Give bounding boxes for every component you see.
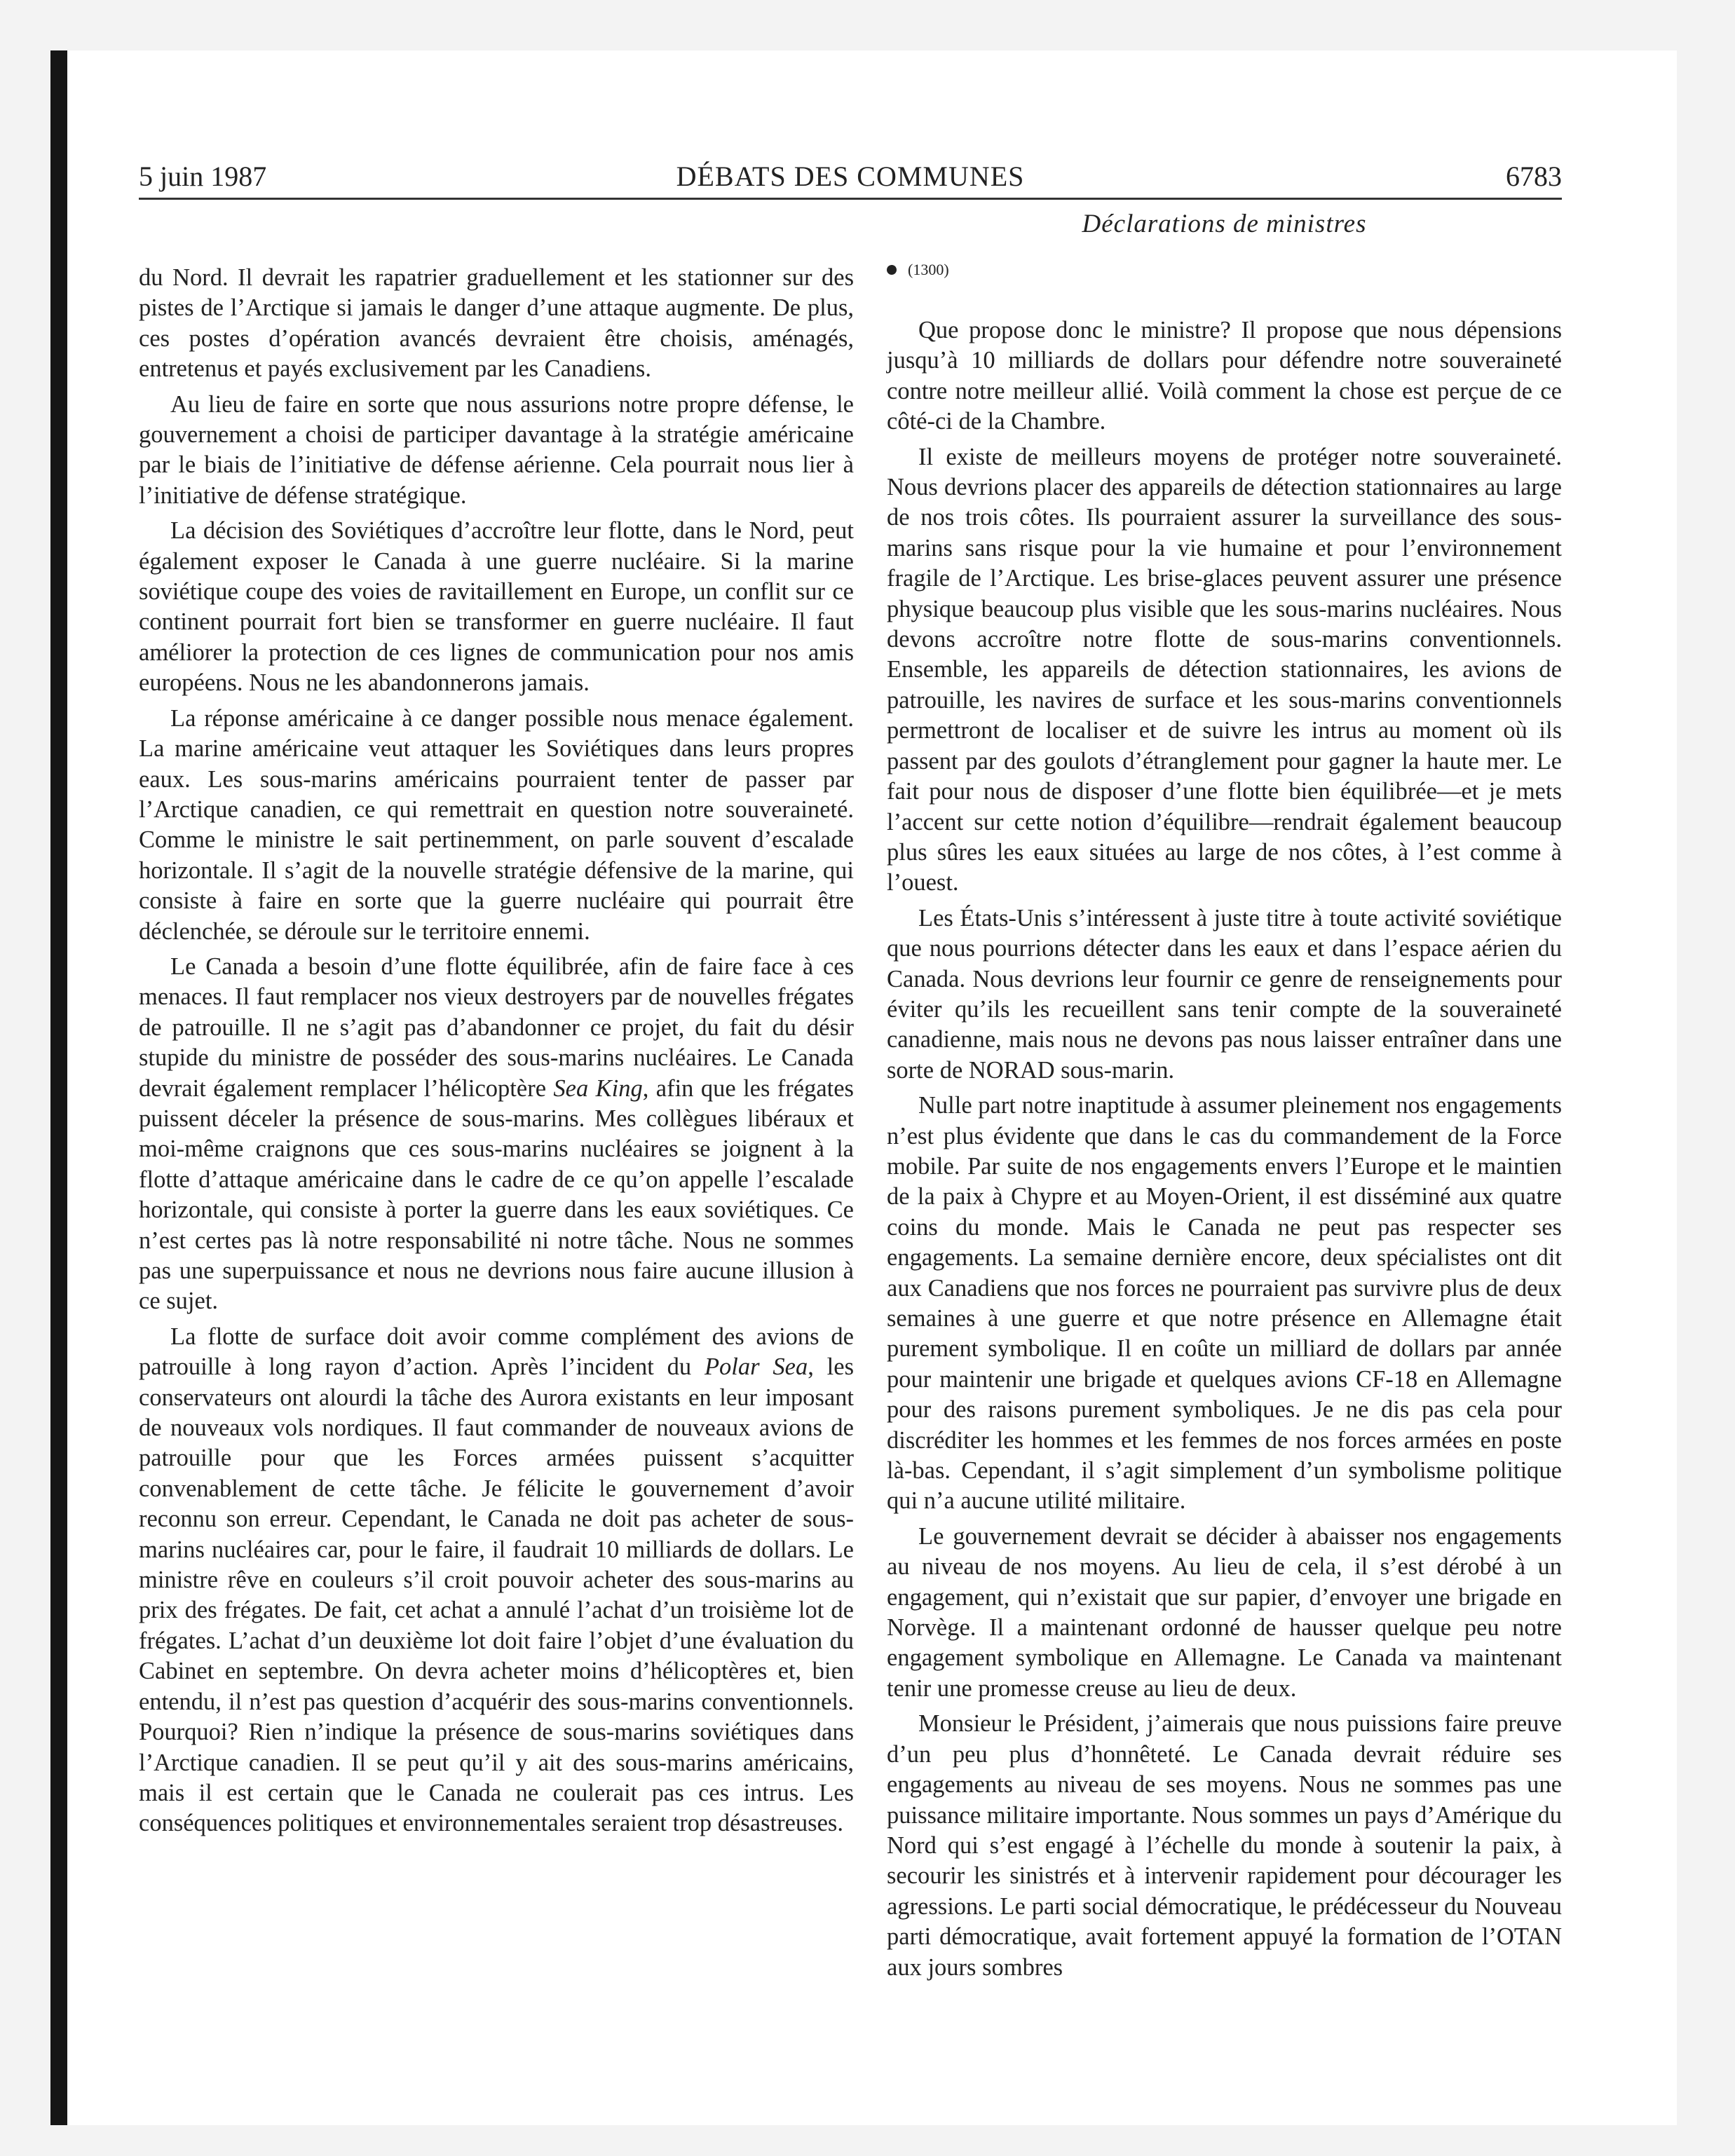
running-header <box>139 156 1562 200</box>
italic-ship-name: Sea King <box>553 1074 643 1102</box>
paragraph-text: La flotte de surface doit avoir comme complément des avions de patrouille à long rayon d’action. Après l’incident du <box>139 1323 854 1381</box>
paragraph: Monsieur le Président, j’aimerais que nous puissions faire preuve d’un peu plus d’honnêteté. Le Canada devrait réduire ses engagements au niveau de ses moyens. Nous ne sommes pas une puissance militaire importante. Nous sommes un pays d’Amérique du Nord qui s’est engagé à l’échelle du monde à soutenir la paix, à secourir les sinistrés et à intervenir rapidement pour décourager les agressions. Le parti social démocratique, le prédécesseur du Nouveau parti démocratique, avait fortement appuyé la formation de l’OTAN aux jours sombres <box>887 1710 1562 1981</box>
paragraph: Il existe de meilleurs moyens de protéger notre souveraineté. Nous devrions placer des appareils de détection stationnaires au large de nos trois côtes. Ils pourraient assurer la surveillance des sous-marins sans risque pour la vie humaine et pour l’environnement fragile de l’Arctique. Les brise-glaces peuvent assurer une présence physique beaucoup plus visible que les sous-marins nucléaires. Nous devons accroître notre flotte de sous-marins conventionnels. Ensemble, les appareils de détection stationnaires, les avions de patrouille, les navires de surface et les sous-marins conventionnels permettront de localiser et de suivre les intrus au moment où ils passent par des goulots d’étranglement pour gagner la haute mer. Le fait pour nous de disposer d’une flotte bien équilibrée—et je mets l’accent sur cette notion d’équilibre—rendrait également beaucoup plus sûres les eaux situées au large de nos côtes, à l’est comme à l’ouest. <box>887 443 1562 896</box>
paragraph: La réponse américaine à ce danger possible nous menace également. La marine américaine veut attaquer les Soviétiques dans leurs propres eaux. Les sous-marins américains pourraient tenter de passer par l’Arctique canadien, ce qui remettrait en question notre souveraineté. Comme le ministre le sait pertinemment, on parle souvent d’escalade horizontale. Il s’agit de la nouvelle stratégie défensive de la marine, qui consiste à faire en sorte que la guerre nucléaire qui pourrait être déclenchée, se déroule sur le territoire ennemi. <box>139 704 854 945</box>
paragraph: Nulle part notre inaptitude à assumer pleinement nos engagements n’est plus évidente que dans le cas du commandement de la Force mobile. Par suite de nos engagements envers l’Europe et le maintien de la paix à Chypre et au Moyen-Orient, il est disséminé aux quatre coins du monde. Mais le Canada ne peut pas respecter ses engagements. La semaine dernière encore, deux spécialistes ont dit aux Canadiens que nos forces ne pourraient pas survivre plus de deux semaines à une guerre et que notre présence en Allemagne était purement symbolique. Il en coûte un milliard de dollars par année pour maintenir une brigade et quelques avions CF-18 en Allemagne pour des raisons purement symboliques. Je ne dis pas cela pour discréditer les hommes et les femmes de nos forces armées en poste là-bas. Cependant, il s’agit simplement d’un symbolisme politique qui n’a aucune utilité militaire. <box>887 1092 1562 1515</box>
right-column <box>887 315 1562 1988</box>
paragraph-text: Le Canada a besoin d’une flotte équilibrée, afin de faire face à ces menaces. Il faut remplacer nos vieux destroyers par de nouvelles frégates de patrouille. Il ne s’agit pas d’abandonner ce projet, du fait du désir stupide du ministre de posséder des sous-marins nucléaires. Le Canada devrait également remplacer l’hélicoptère <box>139 953 854 1102</box>
section-title: Déclarations de ministres <box>1082 210 1367 238</box>
paragraph-text: , les conservateurs ont alourdi la tâche des Aurora existants en leur imposant de nouveaux vols nordiques. Il faut commander de nouveaux avions de patrouille pour que les Forces armées puissent s’acquitter convenablement de cette tâche. Je félicite le gouvernement d’avoir reconnu son erreur. Cependant, le Canada ne doit pas acheter de sous-marins nucléaires car, pour le faire, il faudrait 10 milliards de dollars. Le ministre rêve en couleurs s’il croit pouvoir acheter des sous-marins au prix des frégates. De fait, cet achat a annulé l’achat d’un troisième lot de frégates. L’achat d’un deuxième lot doit faire l’objet d’une évaluation du Cabinet en septembre. On devra acheter moins d’hélicoptères et, bien entendu, il n’est pas question d’acquérir des sous-marins conventionnels. Pourquoi? Rien n’indique la présence de sous-marins soviétiques dans l’Arctique canadien. Il se peut qu’il y ait des sous-marins américains, mais il est certain que le Canada ne coulerait pas ces intrus. Les conséquences politiques et environnementales seraient trop désastreuses. <box>139 1353 855 1837</box>
header-date: 5 juin 1987 <box>139 161 267 192</box>
timestamp-text: (1300) <box>908 260 949 278</box>
timestamp-marker <box>887 254 949 284</box>
italic-ship-name: Polar Sea <box>704 1353 808 1381</box>
paragraph: Que propose donc le ministre? Il propose que nous dépensions jusqu’à 10 milliards de dollars pour défendre notre souveraineté contre notre meilleur allié. Voilà comment la chose est perçue de ce côté-ci de la Chambre. <box>887 317 1562 435</box>
header-title: DÉBATS DES COMMUNES <box>676 161 1025 192</box>
paragraph: Le gouvernement devrait se décider à abaisser nos engagements au niveau de nos moyens. Au lieu de cela, il s’est dérobé à un engagement, qui n’existait que sur papier, d’envoyer une brigade en Norvège. Il a maintenant ordonné de hausser quelque peu notre engagement symbolique en Allemagne. Le Canada va maintenant tenir une promesse creuse au lieu de deux. <box>887 1522 1562 1702</box>
bullet-dot-icon <box>887 265 897 275</box>
paragraph: du Nord. Il devrait les rapatrier graduellement et les stationner sur des pistes de l’Arctique si jamais le danger d’une attaque augmente. De plus, ces postes d’opération avancés devraient être choisis, aménagés, entretenus et payés exclusivement par les Canadiens. <box>139 264 854 383</box>
paragraph: La décision des Soviétiques d’accroître leur flotte, dans le Nord, peut également exposer le Canada à une guerre nucléaire. Si la marine soviétique coupe des voies de ravitaillement en Europe, un conflit sur ce continent pourrait fort bien se transformer en guerre nucléaire. Il faut améliorer la protection de ces lignes de communication pour nos amis européens. Nous ne les abandonnerons jamais. <box>139 517 854 697</box>
paragraph-text: , afin que les frégates puissent déceler la présence de sous-marins. Mes collègues libéraux et moi-même craignons que ces sous-marins nucléaires se joignent à la flotte d’attaque américaine dans le cadre de ce qu’on appelle l’escalade horizontale, qui consiste à porter la guerre dans les eaux soviétiques. Ce n’est certes pas là notre responsabilité ni notre tâche. Nous ne sommes pas une superpuissance et nous ne devrions nous faire aucune illusion à ce sujet. <box>139 1074 854 1315</box>
left-column <box>139 263 854 1844</box>
page-number: 6783 <box>1506 161 1562 192</box>
paragraph: Au lieu de faire en sorte que nous assurions notre propre défense, le gouvernement a choisi de participer davantage à la stratégie américaine par le biais de l’initiative de défense aérienne. Cela pourrait nous lier à l’initiative de défense stratégique. <box>139 390 854 509</box>
scan-binding-edge <box>50 50 67 2125</box>
paragraph <box>139 1322 854 1839</box>
paragraph <box>139 952 854 1317</box>
paragraph: Les États-Unis s’intéressent à juste titre à toute activité soviétique que nous pourrions détecter dans les eaux et dans l’espace aérien du Canada. Nous devrions leur fournir ce genre de renseignements pour éviter qu’ils les recueillent sans tenir compte de la souveraineté canadienne, mais nous ne devons pas nous laisser entraîner dans une sorte de NORAD sous-marin. <box>887 904 1562 1084</box>
